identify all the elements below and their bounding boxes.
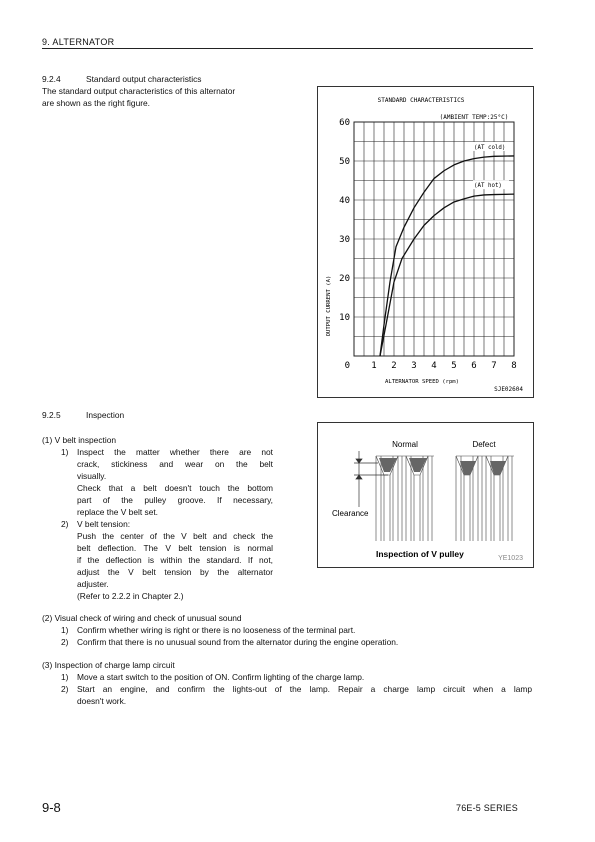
sub-item-line: Move a start switch to the position of ON. Confirm lighting of the charge lamp. [77,672,365,682]
sub-item-number: 1) [61,672,69,682]
series-label: (AT hot) [474,183,502,190]
series-label: (AT cold) [474,144,506,151]
sub-item-number: 1) [61,447,69,457]
item-heading: (2) Visual check of wiring and check of unusual sound [42,613,242,623]
sub-item-number: 1) [61,625,69,635]
y-ticks [339,118,350,371]
y-tick-label: 40 [339,196,350,206]
section-heading-9-2-4 [42,74,201,85]
sub-item-line: (Refer to 2.2.2 in Chapter 2.) [77,591,184,601]
section-number: 9.2.4 [42,74,61,84]
sub-item-number: 2) [61,519,69,529]
section-title: Standard output characteristics [86,74,202,84]
y-tick-label: 60 [339,118,350,128]
sub-item-line: Push the center of the V belt and check the [77,531,273,541]
x-axis-label: ALTERNATOR SPEED (rpm) [384,379,460,385]
x-tick-label: 4 [431,361,437,371]
chart-subtitle: (AMBIENT TEMP:25°C) [439,114,509,121]
v-pulley-illustration [318,423,533,567]
chart-title: STANDARD CHARACTERISTICS [377,97,465,104]
sub-item-number: 2) [61,637,69,647]
header-rule [42,48,533,49]
section-body-line: are shown as the right figure. [42,98,151,108]
y-tick-label: 30 [339,235,350,245]
section-body-line: The standard output characteristics of this alternator [42,86,236,96]
y-axis-label: OUTPUT CURRENT (A) [326,275,332,337]
normal-label: Normal [392,440,418,449]
sub-item-line: adjuster. [77,579,109,589]
sub-item-line: Check that a belt doesn't touch the bottom [77,483,273,493]
sub-item-line: V belt tension: [77,519,131,529]
figure-code: SJE02604 [494,386,523,393]
sub-item-line: Confirm that there is no unusual sound from the alternator during the engine operation. [77,637,399,647]
running-header: 9. ALTERNATOR [42,37,115,47]
section-number: 9.2.5 [42,410,61,420]
section-title: Inspection [86,410,125,420]
pulley-figure [317,422,534,568]
figure-code: YE1023 [498,555,523,562]
sub-item-line: if the deflection is within the standard. If not, [77,555,273,565]
x-tick-label: 2 [391,361,397,371]
x-tick-label: 5 [451,361,457,371]
clearance-label: Clearance [332,509,369,518]
x-tick-label: 3 [411,361,417,371]
sub-item-line: replace the V belt set. [77,507,159,517]
sub-item-line: crack, stickiness and wear on the belt [77,459,273,469]
figure-caption: Inspection of V pulley [376,549,464,559]
item-heading: (3) Inspection of charge lamp circuit [42,660,175,670]
normal-v-belts [379,458,427,472]
sub-item-line: Start an engine, and confirm the lights-out of the lamp. Repair a charge lamp circuit when a lamp [77,684,532,694]
x-tick-label: 7 [491,361,497,371]
x-tick-label: 6 [471,361,477,371]
page-number: 9-8 [42,800,61,815]
sub-item-line: Confirm whether wiring is right or there is no looseness of the terminal part. [77,625,356,635]
item-heading: (1) V belt inspection [42,435,117,445]
sub-item-line: doesn't work. [77,696,127,706]
x-ticks [371,361,516,371]
sub-item-number: 2) [61,684,69,694]
series-name: 76E-5 SERIES [456,803,518,813]
y-tick-label: 0 [344,361,350,371]
y-tick-label: 10 [339,313,350,323]
section-heading-9-2-5 [42,410,124,421]
sub-item-line: visually. [77,471,107,481]
x-tick-label: 8 [511,361,517,371]
chart-figure [317,86,534,398]
sub-item-line: adjust the V belt tension by the alternator [77,567,273,577]
defect-label: Defect [472,440,496,449]
sub-item-line: part of the pulley groove. If necessary, [77,495,273,505]
y-tick-label: 20 [339,274,350,284]
y-tick-label: 50 [339,157,350,167]
sub-item-line: Inspect the matter whether there are not [77,447,273,457]
defect-v-belts [460,461,506,475]
output-characteristics-chart [318,87,533,397]
x-tick-label: 1 [371,361,377,371]
sub-item-line: belt deflection. The V belt tension is normal [77,543,273,553]
